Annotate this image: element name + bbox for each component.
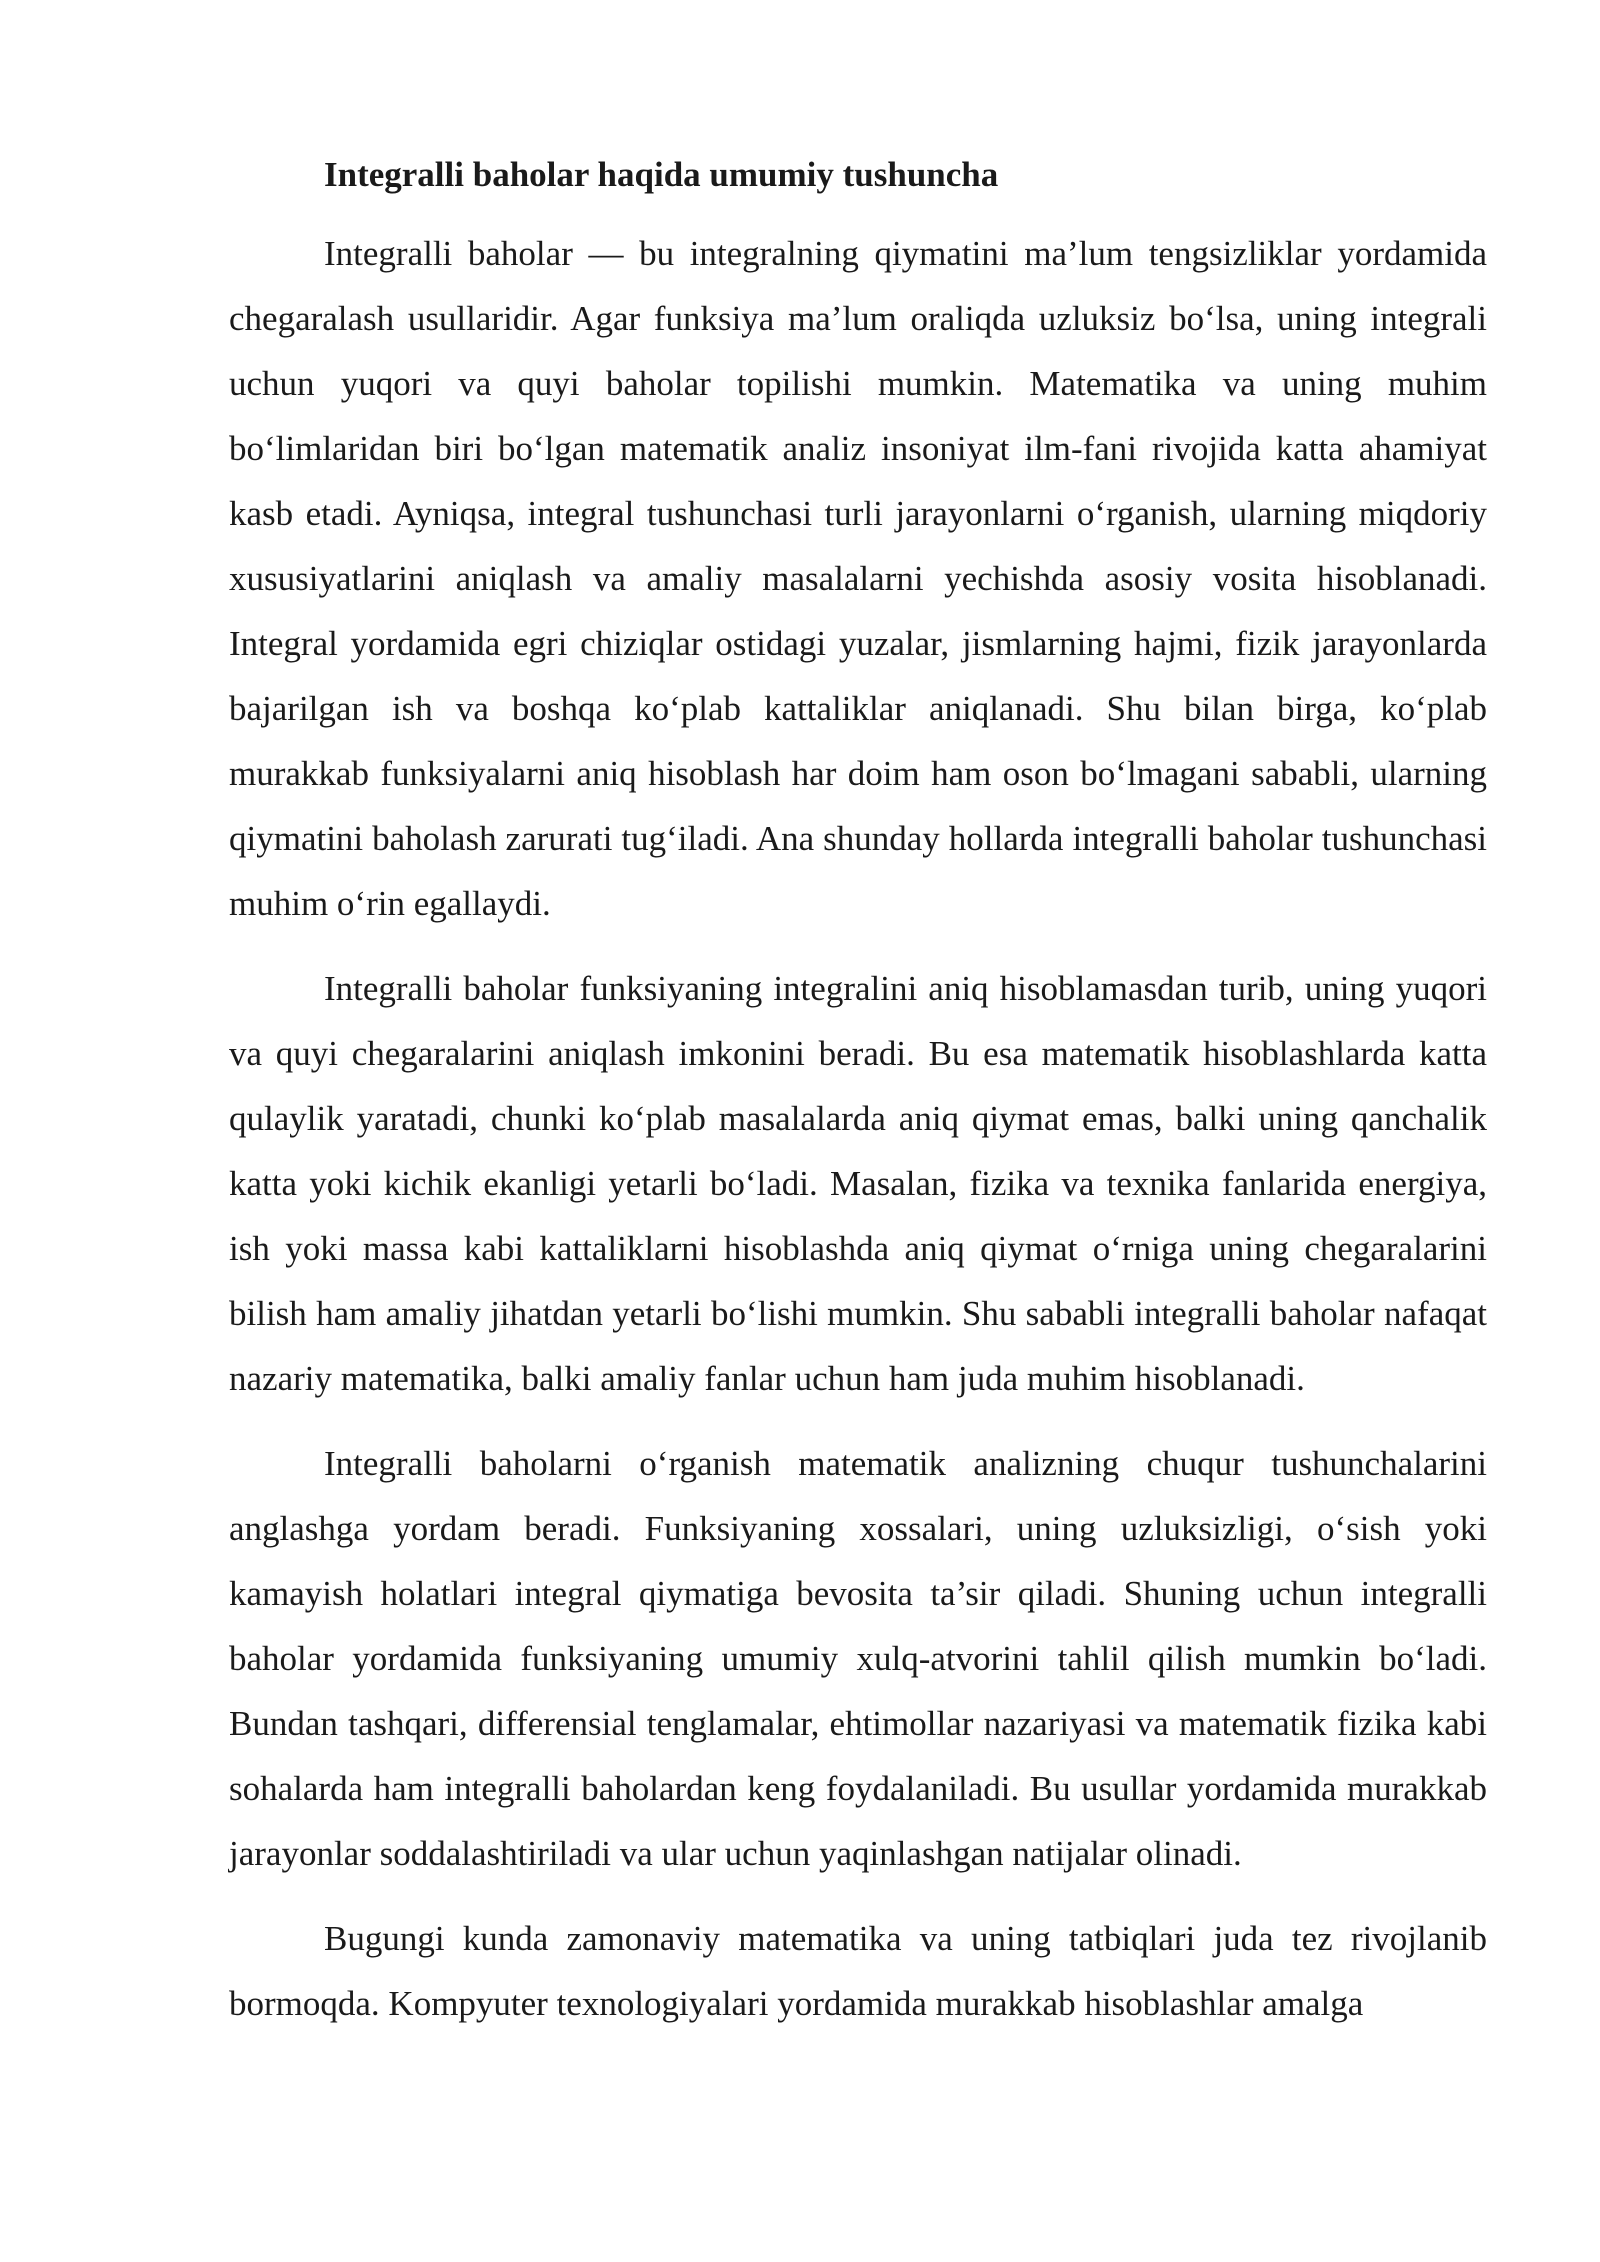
- document-heading: Integralli baholar haqida umumiy tushuncha: [324, 155, 999, 194]
- paragraph-3: Integralli baholarni o‘rganish matematik analizning chuqur tushunchalarini anglashga yordam beradi. Funksiyaning xossalari, uning uzluksizligi, o‘sish yoki kamayish holatlari integral qiymatiga bevosita ta’sir qiladi. Shuning uchun integralli baholar yordamida funksiyaning umumiy xulq-atvorini tahlil qilish mumkin bo‘ladi. Bundan tashqari, differensial tenglamalar, ehtimollar nazariyasi va matematik fizika kabi sohalarda ham integralli baholardan keng foydalaniladi. Bu usullar yordamida murakkab jarayonlar soddalashtiriladi va ular uchun yaqinlashgan natijalar olinadi.: [229, 1444, 1487, 1873]
- paragraph-1: Integralli baholar — bu integralning qiymatini ma’lum tengsizliklar yordamida chegaralash usullaridir. Agar funksiya ma’lum oraliqda uzluksiz bo‘lsa, uning integrali uchun yuqori va quyi baholar topilishi mumkin. Matematika va uning muhim bo‘limlaridan biri bo‘lgan matematik analiz insoniyat ilm-fani rivojida katta ahamiyat kasb etadi. Ayniqsa, integral tushunchasi turli jarayonlarni o‘rganish, ularning miqdoriy xususiyatlarini aniqlash va amaliy masalalarni yechishda asosiy vosita hisoblanadi. Integral yordamida egri chiziqlar ostidagi yuzalar, jismlarning hajmi, fizik jarayonlarda bajarilgan ish va boshqa ko‘plab kattaliklar aniqlanadi. Shu bilan birga, ko‘plab murakkab funksiyalarni aniq hisoblash har doim ham oson bo‘lmagani sababli, ularning qiymatini baholash zarurati tug‘iladi. Ana shunday hollarda integralli baholar tushunchasi muhim o‘rin egallaydi.: [229, 234, 1487, 923]
- document-page: [229, 148, 1487, 2036]
- paragraph-2: Integralli baholar funksiyaning integralini aniq hisoblamasdan turib, uning yuqori va quyi chegaralarini aniqlash imkonini beradi. Bu esa matematik hisoblashlarda katta qulaylik yaratadi, chunki ko‘plab masalalarda aniq qiymat emas, balki uning qanchalik katta yoki kichik ekanligi yetarli bo‘ladi. Masalan, fizika va texnika fanlarida energiya, ish yoki massa kabi kattaliklarni hisoblashda aniq qiymat o‘rniga uning chegaralarini bilish ham amaliy jihatdan yetarli bo‘lishi mumkin. Shu sababli integralli baholar nafaqat nazariy matematika, balki amaliy fanlar uchun ham juda muhim hisoblanadi.: [229, 969, 1487, 1398]
- paragraph-4: Bugungi kunda zamonaviy matematika va uning tatbiqlari juda tez rivojlanib bormoqda. Kompyuter texnologiyalari yordamida murakkab hisoblashlar amalga: [229, 1919, 1487, 2023]
